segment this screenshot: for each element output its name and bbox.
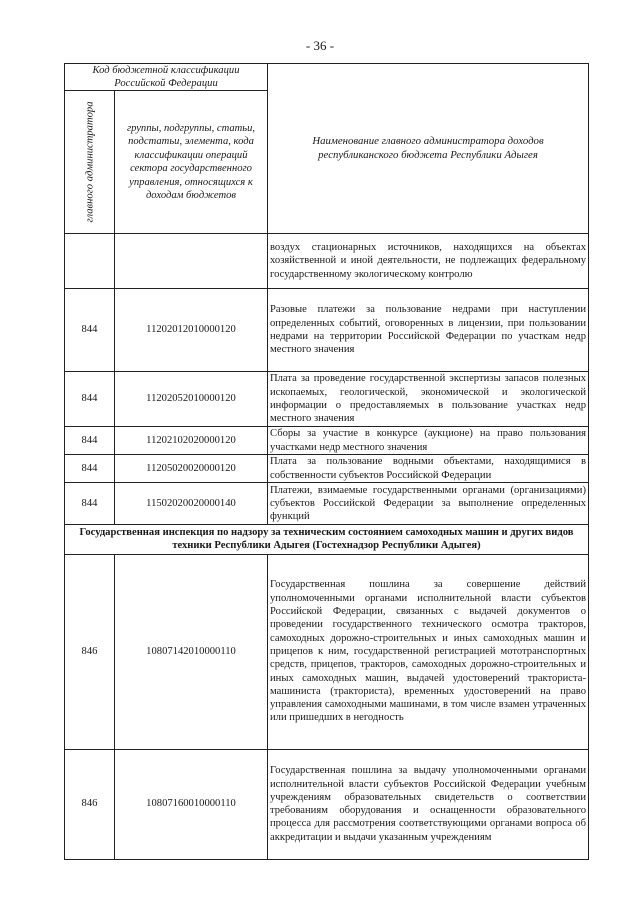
table-row <box>65 749 589 859</box>
page-number: - 36 - <box>305 38 335 53</box>
revenue-description-cell: Сборы за участие в конкурсе (аукционе) на право пользования участками недр местного значения <box>268 427 589 455</box>
table-row <box>65 427 589 455</box>
revenue-description-cell: Государственная пошлина за выдачу уполномоченными органами исполнительной власти субъектов Российской Федерации учебным учреждениям образовательных свидетельств о соответствии требованиям оборудования и оснащенности образовательного процесса для рассмотрения соответствующими органами вопроса об аккредитации и выдачи указанным учреждениям <box>268 749 589 859</box>
table-row <box>65 289 589 372</box>
admin-code-cell: 844 <box>65 289 115 372</box>
header-budget-code-group: Код бюджетной классификации Российской Федерации <box>65 64 268 91</box>
budget-code-cell: 11202052010000120 <box>115 372 268 427</box>
budget-code-cell <box>115 234 268 289</box>
budget-code-cell: 11202102020000120 <box>115 427 268 455</box>
header-groups-code: группы, подгруппы, статьи, подстатьи, элемента, кода классификации операций сектора государственного управления, относящихся к доходам бюджетов <box>115 91 268 234</box>
section-title-gostekhnadzor: Государственная инспекция по надзору за техническим состоянием самоходных машин и других видов техники Республики Адыгея (Гостехнадзор Республики Адыгея) <box>65 525 589 555</box>
table-row <box>65 483 589 525</box>
admin-code-cell: 846 <box>65 554 115 749</box>
table-row <box>65 455 589 483</box>
budget-code-cell: 11205020020000120 <box>115 455 268 483</box>
header-administrator-name: Наименование главного администратора доходов республиканского бюджета Республики Адыгея <box>268 64 589 234</box>
admin-code-cell: 846 <box>65 749 115 859</box>
section-row <box>65 525 589 555</box>
revenue-description-cell: Плата за проведение государственной экспертизы запасов полезных ископаемых, геологической, экономической и экологической информации о предоставляемых в пользование участках недр местного значения <box>268 372 589 427</box>
revenue-description-cell: воздух стационарных источников, находящихся на объектах хозяйственной и иной деятельности, не подлежащих федеральному государственному экологическому контролю <box>268 234 589 289</box>
header-cell-admin <box>65 91 115 234</box>
admin-code-cell: 844 <box>65 455 115 483</box>
header-admin-code: главного администратора <box>84 101 95 223</box>
table-row <box>65 234 589 289</box>
revenue-description-cell: Государственная пошлина за совершение действий уполномоченными органами исполнительной власти субъектов Российской Федерации, связанных с выдачей документов о проведении государственного технического осмотра тракторов, самоходных дорожно-строительных и иных самоходных машин и прицепов к ним, государственной регистрацией мототранспортных средств, прицепов, тракторов, самоходных дорожно-строительных и иных самоходных машин, выдачей удостоверений тракториста-машиниста (тракториста), временных удостоверений на право управления самоходными машинами, в том числе взамен утраченных или пришедших в негодность <box>268 554 589 749</box>
admin-code-cell: 844 <box>65 483 115 525</box>
revenue-description-cell: Разовые платежи за пользование недрами при наступлении определенных событий, оговоренных в лицензии, при пользовании недрами на территории Российской Федерации по участкам недр местного значения <box>268 289 589 372</box>
budget-code-cell: 10807142010000110 <box>115 554 268 749</box>
header-row-group <box>65 64 589 91</box>
budget-code-cell: 11502020020000140 <box>115 483 268 525</box>
budget-code-cell: 11202012010000120 <box>115 289 268 372</box>
budget-classification-table <box>64 63 589 860</box>
budget-code-cell: 10807160010000110 <box>115 749 268 859</box>
revenue-description-cell: Плата за пользование водными объектами, находящимися в собственности субъектов Российской Федерации <box>268 455 589 483</box>
admin-code-cell: 844 <box>65 372 115 427</box>
revenue-description-cell: Платежи, взимаемые государственными органами (организациями) субъектов Российской Федерации за выполнение определенных функций <box>268 483 589 525</box>
admin-code-cell <box>65 234 115 289</box>
table-row <box>65 554 589 749</box>
admin-code-cell: 844 <box>65 427 115 455</box>
table-row <box>65 372 589 427</box>
